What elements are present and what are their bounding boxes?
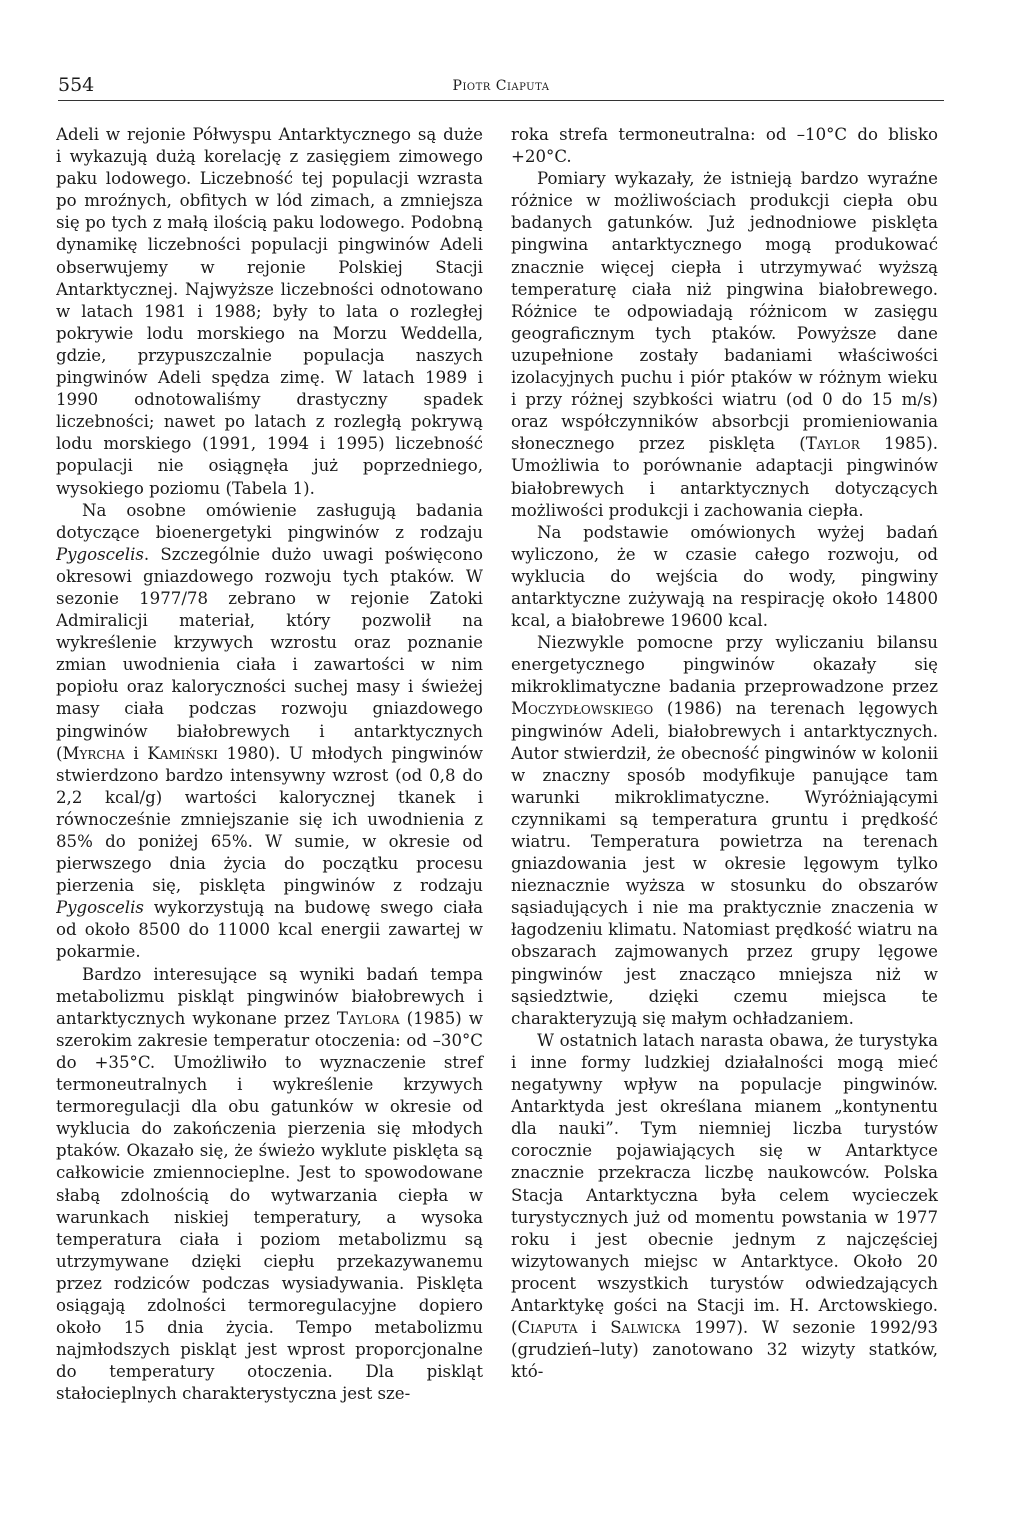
citation-author: Ciaputa (517, 1318, 578, 1338)
paragraph (511, 124, 938, 168)
paragraph-text: Bardzo interesujące są wyniki badań tempa metabolizmu piskląt pingwinów białobrewych i antarktycznych wykonane przez (56, 964, 483, 1028)
left-column (56, 124, 483, 1405)
running-header-author: Piotr Ciaputa (452, 78, 550, 94)
citation-author: Moczydłowskiego (511, 699, 654, 719)
paragraph-text: 1985). Umożliwia to porównanie adaptacji pingwinów białobrewych i antarktycznych dotyczących możliwości produkcji i zachowania ciepła. (511, 434, 938, 520)
paragraph-text: Na podstawie omówionych wyżej badań wyliczono, że w czasie całego rozwoju, od wyklucia do wejścia do wody, pingwiny antarktyczne zużywają na respirację około 14800 kcal, a białobrewe 19600 kcal. (511, 522, 938, 631)
genus-name: Pygoscelis (56, 898, 144, 918)
paragraph (511, 168, 938, 522)
paragraph-text: i (577, 1318, 611, 1338)
citation-author: Taylora (336, 1008, 400, 1028)
paragraph (511, 632, 938, 1030)
genus-name: Pygoscelis (56, 544, 144, 564)
paragraph-text: i (124, 743, 148, 763)
right-column (511, 124, 938, 1383)
paragraph-text: Na osobne omówienie zasługują badania dotyczące bioenergetyki pingwinów z rodzaju (56, 500, 483, 542)
paragraph (56, 500, 483, 964)
paragraph-text: Pomiary wykazały, że istnieją bardzo wyraźne różnice w możliwościach produkcji ciepła obu badanych gatunków. Już jednodniowe pisklęta pingwina antarktycznego mogą produkować znacznie więcej ciepła i utrzymywać wyższą temperaturę ciała niż pingwina białobrewego. Różnice te odpowiadają różnicom w zasięgu geograficznym tych ptaków. Powyższe dane uzupełnione zostały badaniami właściwości izolacyjnych puchu i piór ptaków w różnym wieku i przy różnej szybkości wiatru (od 0 do 15 m/s) oraz współczynników absorbcji promieniowania słonecznego przez pisklęta ( (511, 169, 938, 454)
citation-author: Salwicka (610, 1318, 681, 1338)
paragraph-text: roka strefa termoneutralna: od –10°C do blisko +20°C. (511, 125, 938, 167)
paragraph-text: (1985) w szerokim zakresie temperatur otoczenia: od –30°C do +35°C. Umożliwiło to wyznaczenie stref termoneutralnych i wykreślenie krzywych termoregulacji dla obu gatunków w okresie od wyklucia do zakończenia pierzenia się młodych ptaków. Okazało się, że świeżo wyklute pisklęta są całkowicie zmiennocieplne. Jest to spowodowane słabą zdolnością do wytwarzania ciepła w warunkach niskiej temperatury, a wysoka temperatura ciała i poziom metabolizmu są utrzymywane dzięki ciepłu przekazywanemu przez rodziców podczas wysiadywania. Pisklęta osiągają zdolności termoregulacyjne dopiero około 15 dnia życia. Tempo metabolizmu najmłodszych piskląt jest wprost proporcjonalne do temperatury otoczenia. Dla piskląt stałocieplnych charakterystyczna jest sze- (56, 1008, 483, 1404)
citation-author: Kamiński (147, 743, 218, 763)
paragraph (511, 1030, 938, 1384)
citation-author: Taylor (805, 434, 860, 454)
paragraph-text: . Szczególnie dużo uwagi poświęcono okresowi gniazdowego rozwoju tych ptaków. W sezonie 1977/78 zebrano w rejonie Zatoki Admiralicji materiał, który pozwolił na wykreślenie krzywych wzrostu oraz poznanie zmian uwodnienia ciała i zawartości w nim popiołu oraz kaloryczności suchej masy i świeżej masy ciała podczas rozwoju gniazdowego pingwinów białobrewych i antarktycznych ( (56, 544, 483, 763)
paragraph (56, 124, 483, 500)
page-number: 554 (58, 74, 95, 96)
paragraph-text: 1980). U młodych pingwinów stwierdzono bardzo intensywny wzrost (od 0,8 do 2,2 kcal/g) wartości kalorycznej tkanek i równocześnie zmniejszanie się ich uwodnienia z 85% do poniżej 65%. W sumie, w okresie od pierwszego dnia życia do początku procesu pierzenia się, pisklęta pingwinów z rodzaju (56, 743, 484, 896)
paragraph-text: (1986) na terenach lęgowych pingwinów Adeli, białobrewych i antarktycznych. Autor stwierdził, że obecność pingwinów w kolonii w znaczny sposób modyfikuje panujące tam warunki mikroklimatyczne. Wyróżniającymi czynnikami są temperatura gruntu i prędkość wiatru. Temperatura powietrza na terenach gniazdowania jest w okresie lęgowym tylko nieznacznie wyższa w stosunku do obszarów sąsiadujących i nie ma praktycznie znaczenia w łagodzeniu klimatu. Natomiast prędkość wiatru na obszarach zajmowanych przez grupy lęgowe pingwinów jest znacząco mniejsza niż w sąsiedztwie, dzięki czemu miejsca te charakteryzują się małym ochładzaniem. (511, 699, 938, 1028)
paragraph (56, 964, 483, 1406)
paragraph (511, 522, 938, 632)
body-columns (56, 124, 952, 1494)
running-header (58, 74, 944, 101)
paragraph-text: W ostatnich latach narasta obawa, że turystyka i inne formy ludzkiej działalności mogą mieć negatywny wpływ na populacje pingwinów. Antarktyda jest określana mianem „kontynentu dla nauki”. Tym niemniej liczba turystów corocznie pojawiających się w Antarktyce znacznie przekracza liczbę naukowców. Polska Stacja Antarktyczna była celem wycieczek turystycznych już od momentu powstania w 1977 roku i jest obecnie jednym z najczęściej wizytowanych miejsc w Antarktyce. Około 20 procent wszystkich turystów odwiedzających Antarktykę gości na Stacji im. H. Arctowskiego. ( (511, 1030, 938, 1338)
paragraph-text: Niezwykle pomocne przy wyliczaniu bilansu energetycznego pingwinów okazały się mikroklimatyczne badania przeprowadzone przez (511, 633, 938, 697)
paragraph-text: Adeli w rejonie Półwyspu Antarktycznego są duże i wykazują dużą korelację z zasięgiem zimowego paku lodowego. Liczebność tej populacji wzrasta po mroźnych, obfitych w lód zimach, a zmniejsza się po tych z małą ilością paku lodowego. Podobną dynamikę liczebności populacji pingwinów Adeli obserwujemy w rejonie Polskiej Stacji Antarktycznej. Najwyższe liczebności odnotowano w latach 1981 i 1988; były to lata o rozległej pokrywie lodu morskiego na Morzu Weddella, gdzie, przypuszczalnie populacja naszych pingwinów Adeli spędza zimę. W latach 1989 i 1990 odnotowaliśmy drastyczny spadek liczebności; nawet po latach z rozległą pokrywą lodu morskiego (1991, 1994 i 1995) liczebność populacji nie osiągnęła już poprzedniego, wysokiego poziomu (Tabela 1). (56, 125, 483, 498)
citation-author: Myrcha (62, 743, 125, 763)
paragraph-text: wykorzystują na budowę swego ciała od około 8500 do 11000 kcal energii zawartej w pokarmie. (56, 898, 483, 962)
paragraph-text: 1997). W sezonie 1992/93 (grudzień–luty) zanotowano 32 wizyty statków, któ- (511, 1318, 939, 1382)
